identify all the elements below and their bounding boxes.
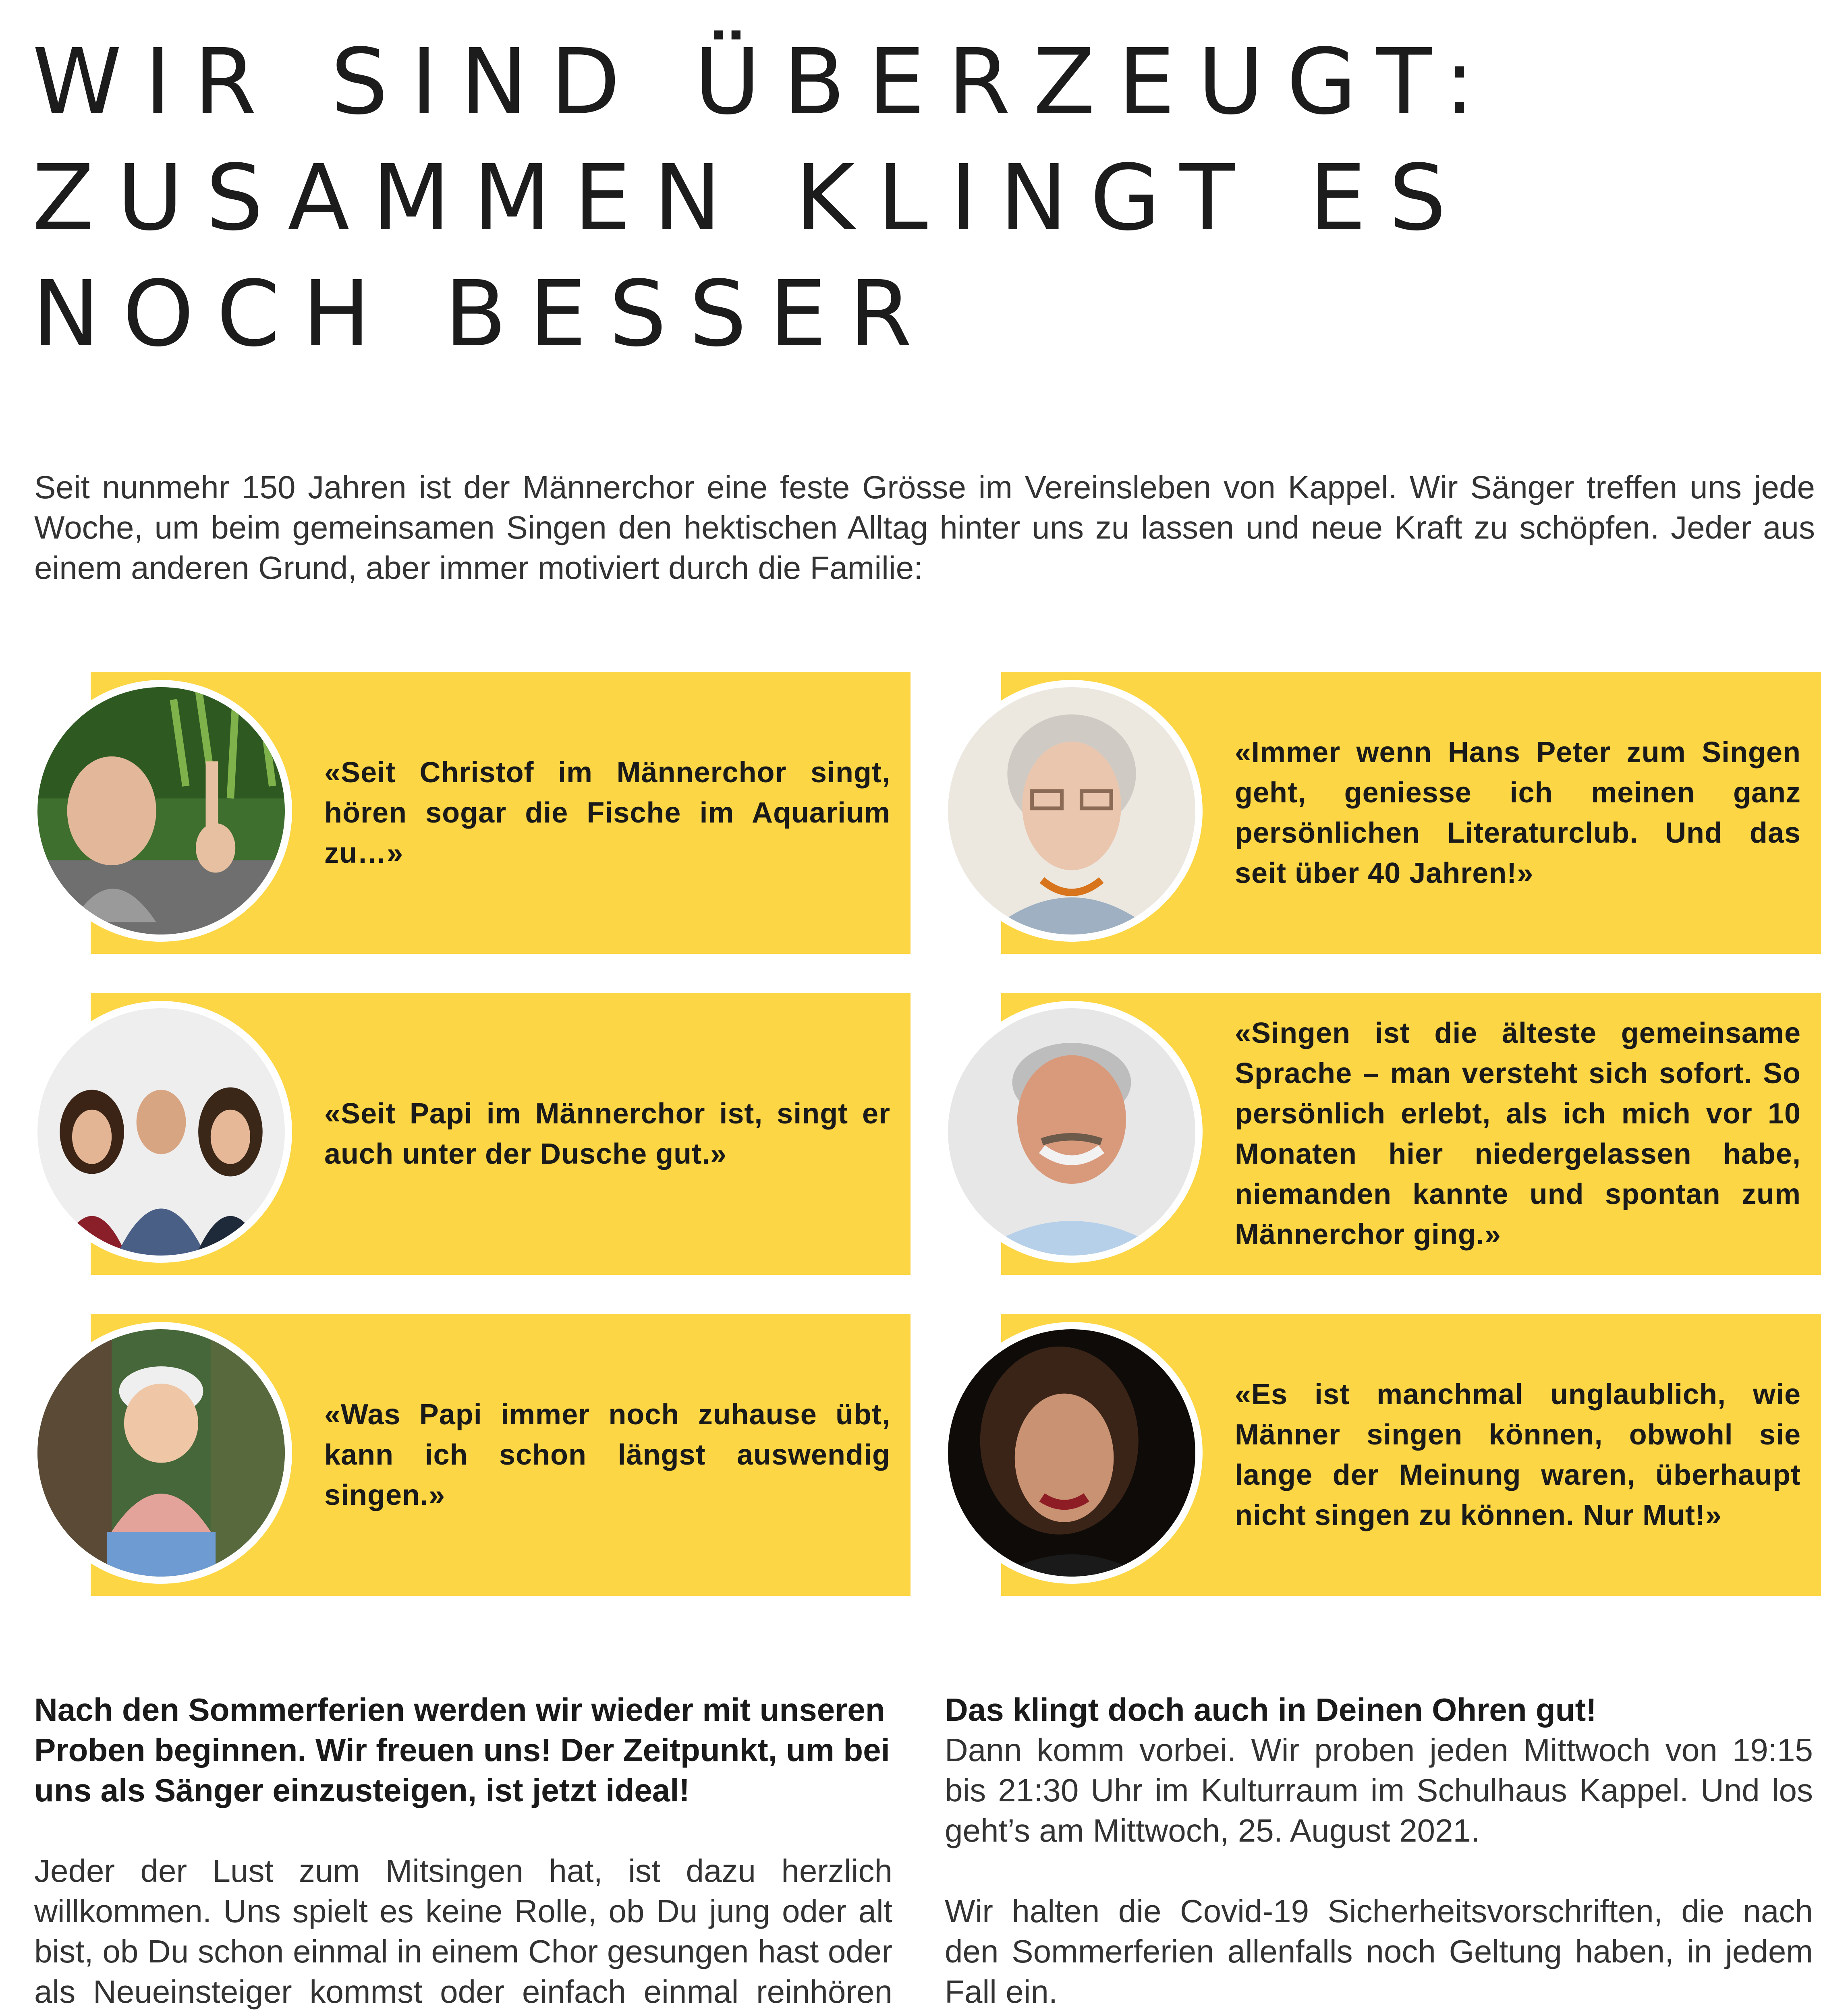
testimonial-card — [30, 672, 911, 954]
father-with-daughters-photo — [30, 1001, 292, 1263]
testimonial-card — [30, 1314, 911, 1596]
testimonial-quote: «Immer wenn Hans Peter zum Singen geht, geniesse ich meinen ganz persönlichen Literaturclub. Und das seit über 40 Jahren!» — [1235, 736, 1801, 889]
testimonial-quote: «Seit Papi im Männerchor ist, singt er auch unter der Dusche gut.» — [324, 1098, 890, 1170]
right-column — [945, 1690, 1813, 2014]
rehearsal-details: Dann komm vorbei. Wir proben jeden Mittwoch von 19:15 bis 21:30 Uhr im Kulturraum im Schulhaus Kappel. Und los geht’s am Mittwoch, 25. August 2021. — [945, 1732, 1813, 1848]
conductor-woman-photo — [941, 1322, 1203, 1584]
left-column-lead: Nach den Sommerferien werden wir wieder mit unseren Proben beginnen. Wir freuen uns! Der Zeitpunkt, um bei uns als Sänger einzusteigen, ist jetzt ideal! — [34, 1692, 890, 1808]
page-title — [32, 24, 1805, 372]
intro-paragraph: Seit nunmehr 150 Jahren ist der Männerchor eine feste Grösse im Vereinsleben von Kappel. Wir Sänger treffen uns jede Woche, um beim gemeinsamen Singen den hektischen Alltag hinter uns zu lassen und neue Kraft zu schöpfen. Jeder aus einem anderen Grund, aber immer motiviert durch die Familie: — [34, 469, 1815, 586]
testimonial-quote: «Was Papi immer noch zuhause übt, kann ich schon längst auswendig singen.» — [324, 1399, 890, 1511]
testimonial-card — [941, 672, 1821, 954]
toddler-in-forest-photo — [30, 1322, 292, 1584]
title-line-2: ZUSAMMEN KLINGT ES — [32, 145, 1469, 251]
left-column — [34, 1690, 892, 2014]
testimonial-quote: «Es ist manchmal unglaublich, wie Männer singen können, obwohl sie lange der Meinung waren, überhaupt nicht singen zu können. Nur Mut!» — [1235, 1378, 1801, 1531]
testimonial-card — [941, 993, 1821, 1275]
left-column-body: Jeder der Lust zum Mitsingen hat, ist dazu herzlich willkommen. Uns spielt es keine Rolle, ob Du jung oder alt bist, ob Du schon einmal in einem Chor gesungen hast oder als Neueinsteiger kommst oder einfach einmal reinhören — [34, 1853, 892, 2010]
title-line-3: NOCH BESSER — [32, 261, 935, 367]
testimonial-card — [30, 993, 911, 1275]
right-column-heading: Das klingt doch auch in Deinen Ohren gut! — [945, 1692, 1597, 1728]
testimonial-quote: «Seit Christof im Männerchor singt, hören sogar die Fische im Aquarium zu…» — [324, 756, 890, 869]
testimonial-card — [941, 1314, 1821, 1596]
title-line-1: WIR SIND ÜBERZEUGT: — [32, 29, 1497, 135]
testimonial-quote: «Singen ist die älteste gemeinsame Sprache – man versteht sich sofort. So persönlich erlebt, als ich mich vor 10 Monaten hier niedergelassen habe, niemanden kannte und spontan zum Männerchor ging.» — [1235, 1017, 1801, 1251]
smiling-older-man-photo — [941, 1001, 1203, 1263]
elderly-woman-photo — [941, 680, 1203, 942]
covid-note: Wir halten die Covid-19 Sicherheitsvorschriften, die nach den Sommerferien allenfalls noch Geltung haben, in jedem Fall ein. — [945, 1893, 1813, 2010]
man-with-aquarium-photo — [30, 680, 292, 942]
